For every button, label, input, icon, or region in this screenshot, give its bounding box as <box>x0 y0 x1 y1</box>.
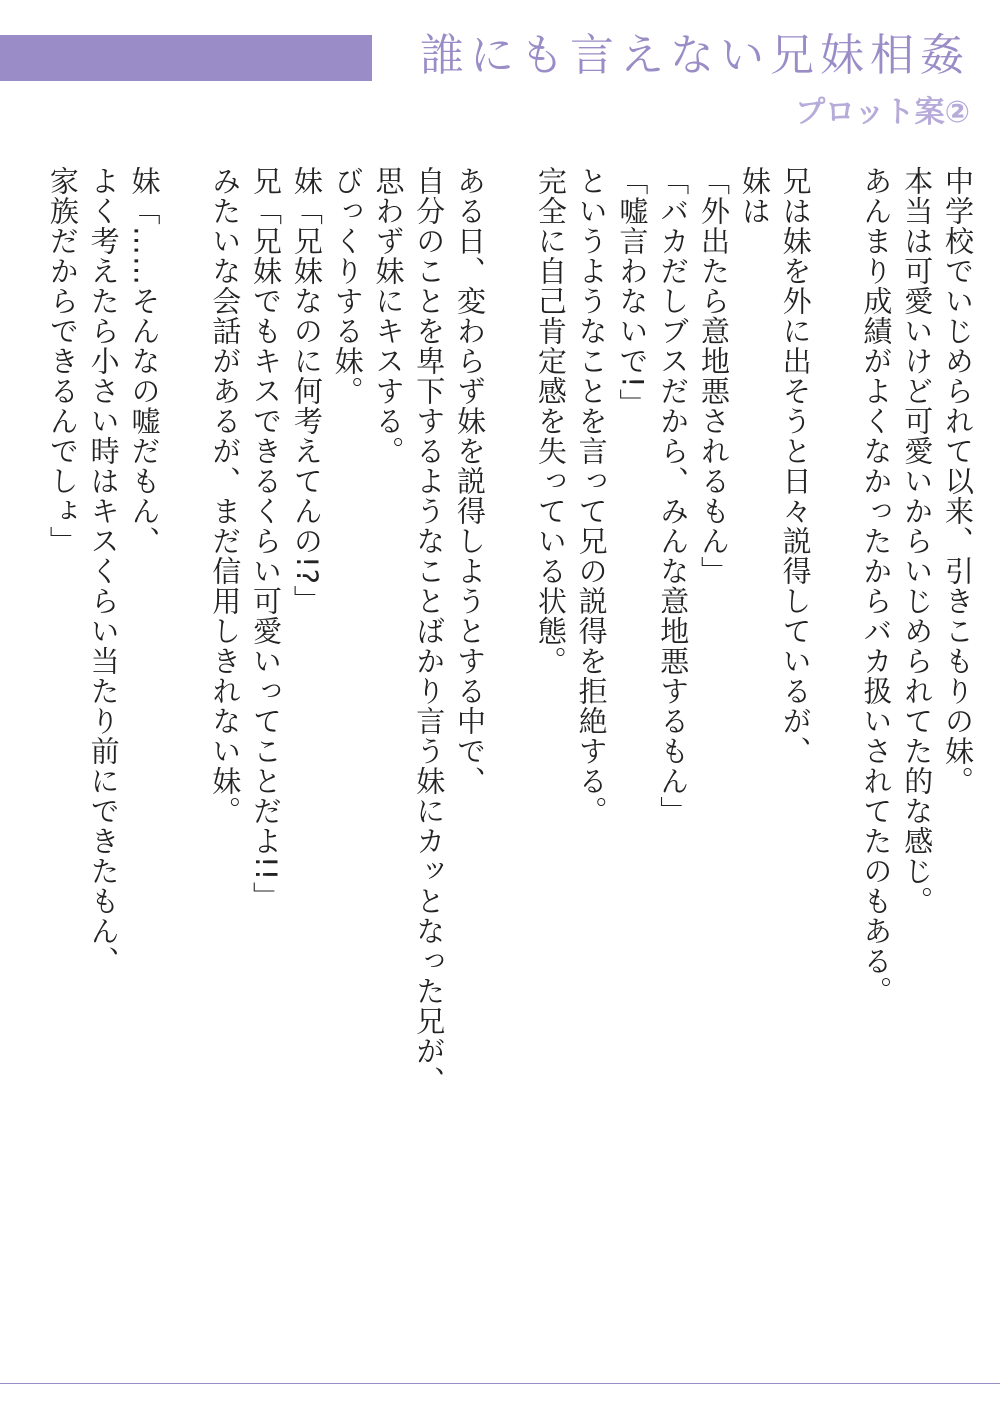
text-line: 妹は <box>737 166 772 226</box>
text-line: 自分のことを卑下するようなことばかり言う妹にカッとなった兄が、 <box>412 166 447 1096</box>
header-accent-bar <box>0 35 372 81</box>
page-subtitle: プロット案② <box>795 95 970 130</box>
paragraph-gap <box>164 166 204 1346</box>
text-line: 「バカだしブスだから、みんな意地悪するもん」 <box>656 166 691 826</box>
text-line: ある日、変わらず妹を説得しようとする中で、 <box>453 166 488 796</box>
text-line: よく考えたら小さい時はキスくらい当たり前にできたもん、 <box>86 166 121 976</box>
footer-rule <box>0 1383 1000 1384</box>
text-line: 「外出たら意地悪されるもん」 <box>697 166 732 586</box>
paragraph-gap <box>490 166 530 1346</box>
plot-body-text <box>42 166 978 1346</box>
text-line: 「嘘言わないで!」 <box>615 166 650 419</box>
text-line: 兄「兄妹でもキスできるくらい可愛いってことだよ!!」 <box>249 166 284 912</box>
text-line: 思わず妹にキスする。 <box>371 166 406 466</box>
text-line: 家族だからできるんでしょ」 <box>45 166 80 556</box>
text-line: あんまり成績がよくなかったからバカ扱いされてたのもある。 <box>859 166 894 1006</box>
text-line: 中学校でいじめられて以来、引きこもりの妹。 <box>941 166 975 796</box>
paragraph-gap <box>816 166 856 1346</box>
text-line: みたいな会話があるが、まだ信用しきれない妹。 <box>208 166 243 826</box>
text-line: 完全に自己肯定感を失っている状態。 <box>533 166 568 676</box>
text-line: 妹「……そんなの嘘だもん、 <box>127 166 162 556</box>
page-title: 誰にも言えない兄妹相姦 <box>420 30 970 81</box>
text-line: びっくりする妹。 <box>330 166 365 406</box>
text-line: というようなことを言って兄の説得を拒絶する。 <box>574 166 609 826</box>
text-line: 本当は可愛いけど可愛いからいじめられてた的な感じ。 <box>900 166 935 916</box>
text-line: 妹「兄妹なのに何考えてんの!?」 <box>289 166 324 616</box>
text-line: 兄は妹を外に出そうと日々説得しているが、 <box>778 166 813 766</box>
